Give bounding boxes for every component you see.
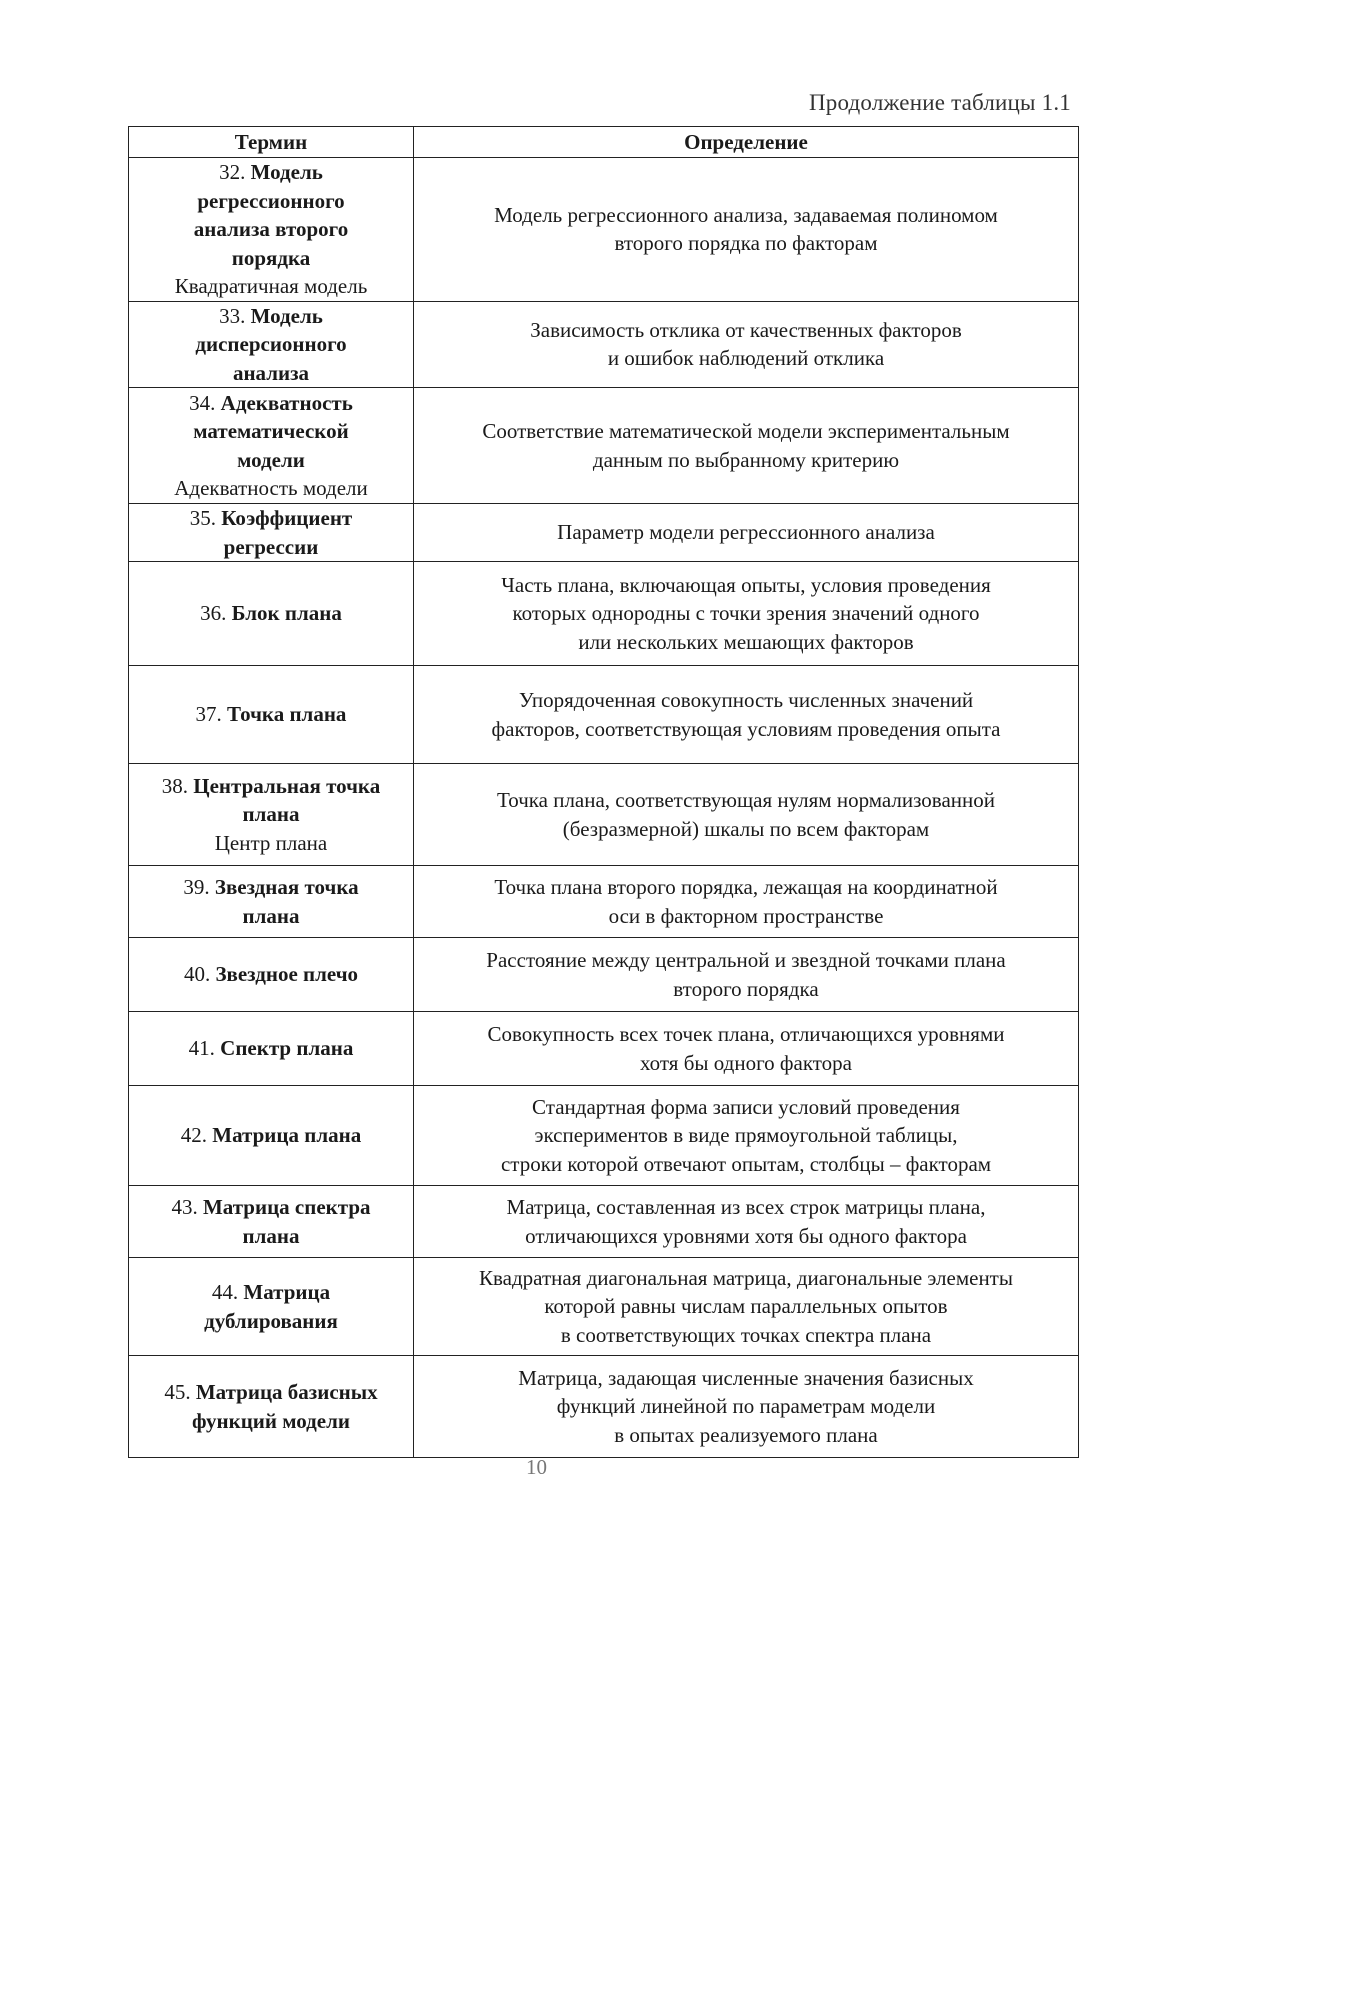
term-name: регрессионного [197,188,345,213]
term-name: Адекватность [220,390,353,415]
definition-line: Квадратная диагональная матрица, диагональные элементы [479,1265,1013,1290]
term-name: анализа второго [193,217,349,241]
definition-line: Расстояние между центральной и звездной точками плана [486,948,1006,972]
term-number: 41. [188,1036,215,1061]
term-number: 45. [164,1380,191,1404]
page-number: 10 [526,1455,547,1479]
definition-line: второго порядка [673,976,819,1001]
term-name: Матрица плана [212,1123,362,1148]
table-row [129,504,1079,562]
term-cell [129,158,414,302]
definition-line: Совокупность всех точек плана, отличающихся уровнями [487,1022,1005,1046]
term-number: 39. [183,875,210,899]
term-cell [129,938,414,1012]
term-cell [129,562,414,666]
definition-line: хотя бы одного фактора [639,1050,852,1075]
term-name: Матрица [243,1280,331,1304]
table-row [129,938,1079,1012]
term-name: Спектр плана [220,1036,354,1061]
term-cell [129,1012,414,1086]
definition-line: функций линейной по параметрам модели [556,1394,936,1419]
definition-line: Модель регрессионного анализа, задаваемая полиномом [494,202,998,227]
term-name: Звездное плечо [215,962,359,987]
term-name: математической [193,419,349,443]
term-number: 38. [161,773,189,798]
term-cell [129,388,414,504]
definition-cell [414,1258,1079,1356]
definition-line: Параметр модели регрессионного анализа [557,520,935,545]
definition-line: данным по выбранному критерию [592,447,900,472]
definition-line: экспериментов в виде прямоугольной таблицы, [534,1123,958,1148]
definition-line: Стандартная форма записи условий проведения [532,1094,960,1119]
term-name: модели [237,447,305,472]
definition-cell [414,1086,1079,1186]
table-row [129,301,1079,388]
term-number: 44. [211,1280,239,1304]
table-row [129,866,1079,938]
table-row [129,1186,1079,1258]
definition-line: Часть плана, включающая опыты, условия проведения [501,572,991,597]
definition-line: (безразмерной) шкалы по всем факторам [562,816,930,841]
definition-line: второго порядка по факторам [614,231,878,256]
definition-line: Упорядоченная совокупность численных значений [518,688,974,712]
table-row [129,1356,1079,1458]
definition-line: и ошибок наблюдений отклика [607,346,885,371]
column-header-term: Термин [129,127,414,158]
term-name: Центральная точка [193,773,381,798]
term-name: регрессии [223,534,319,559]
definition-line: Точка плана второго порядка, лежащая на координатной [494,875,998,899]
definition-cell [414,666,1079,764]
term-name: Коэффициент [221,506,353,530]
table-row [129,1258,1079,1356]
definition-cell [414,1012,1079,1086]
term-synonym: Адекватность модели [174,476,368,500]
definition-line: Точка плана, соответствующая нулям нормализованной [496,788,995,812]
term-number: 35. [189,506,216,530]
definition-cell [414,388,1079,504]
term-cell [129,1086,414,1186]
term-name: Матрица спектра [202,1195,371,1219]
definition-line: строки которой отвечают опытам, столбцы – факторам [500,1151,992,1176]
definition-cell [414,158,1079,302]
terms-table [128,126,1079,1458]
term-number: 37. [195,702,222,727]
term-cell [129,504,414,562]
term-name: порядка [231,245,311,270]
term-number: 43. [171,1195,198,1219]
table-row [129,666,1079,764]
definition-line: Матрица, составленная из всех строк матрицы плана, [506,1195,986,1219]
term-cell [129,866,414,938]
definition-cell [414,866,1079,938]
table-caption: Продолжение таблицы 1.1 [808,90,1071,115]
definition-line: Зависимость отклика от качественных факторов [530,317,962,342]
term-number: 33. [219,303,246,328]
table-row [129,764,1079,866]
term-name: Звездная точка [214,875,359,899]
definition-line: в соответствующих точках спектра плана [560,1322,932,1347]
definition-line: оси в факторном пространстве [608,903,884,928]
table-header-row [129,127,1079,158]
definition-cell [414,1186,1079,1258]
term-name: Блок плана [231,601,342,626]
definition-cell [414,764,1079,866]
table-row [129,562,1079,666]
term-number: 42. [180,1123,208,1148]
definition-line: отличающихся уровнями хотя бы одного фактора [525,1223,967,1248]
definition-cell [414,301,1079,388]
term-name: Модель [250,303,323,328]
definition-line: Соответствие математической модели экспериментальным [482,419,1010,443]
table-row [129,1086,1079,1186]
term-name: анализа [232,360,310,385]
column-header-definition: Определение [414,127,1079,158]
term-name: Матрица базисных [195,1380,378,1404]
term-number: 40. [183,962,211,987]
term-number: 34. [189,390,216,415]
definition-line: в опытах реализуемого плана [614,1422,878,1447]
definition-cell [414,562,1079,666]
term-cell [129,764,414,866]
term-cell [129,1356,414,1458]
term-name: Точка плана [227,702,347,727]
term-name: дублирования [204,1308,338,1333]
term-synonym: Центр плана [214,830,328,855]
term-name: плана [242,1223,300,1248]
term-number: 36. [200,601,227,626]
term-name: дисперсионного [195,332,347,356]
definition-line: которых однородны с точки зрения значений одного [512,601,980,626]
term-name: Модель [250,160,323,184]
term-cell [129,301,414,388]
definition-line: которой равны числам параллельных опытов [544,1294,948,1319]
definition-cell [414,1356,1079,1458]
definition-cell [414,938,1079,1012]
term-name: функций модели [191,1408,350,1433]
term-name: плана [242,903,300,928]
table-row [129,158,1079,302]
term-number: 32. [219,160,246,184]
term-cell [129,666,414,764]
definition-line: Матрица, задающая численные значения базисных [518,1365,974,1390]
definition-line: факторов, соответствующая условиям проведения опыта [491,716,1001,741]
term-name: плана [242,802,300,827]
table-row [129,1012,1079,1086]
term-cell [129,1258,414,1356]
term-synonym: Квадратичная модель [174,274,368,298]
definition-line: или нескольких мешающих факторов [578,629,914,654]
definition-cell [414,504,1079,562]
table-row [129,388,1079,504]
term-cell [129,1186,414,1258]
